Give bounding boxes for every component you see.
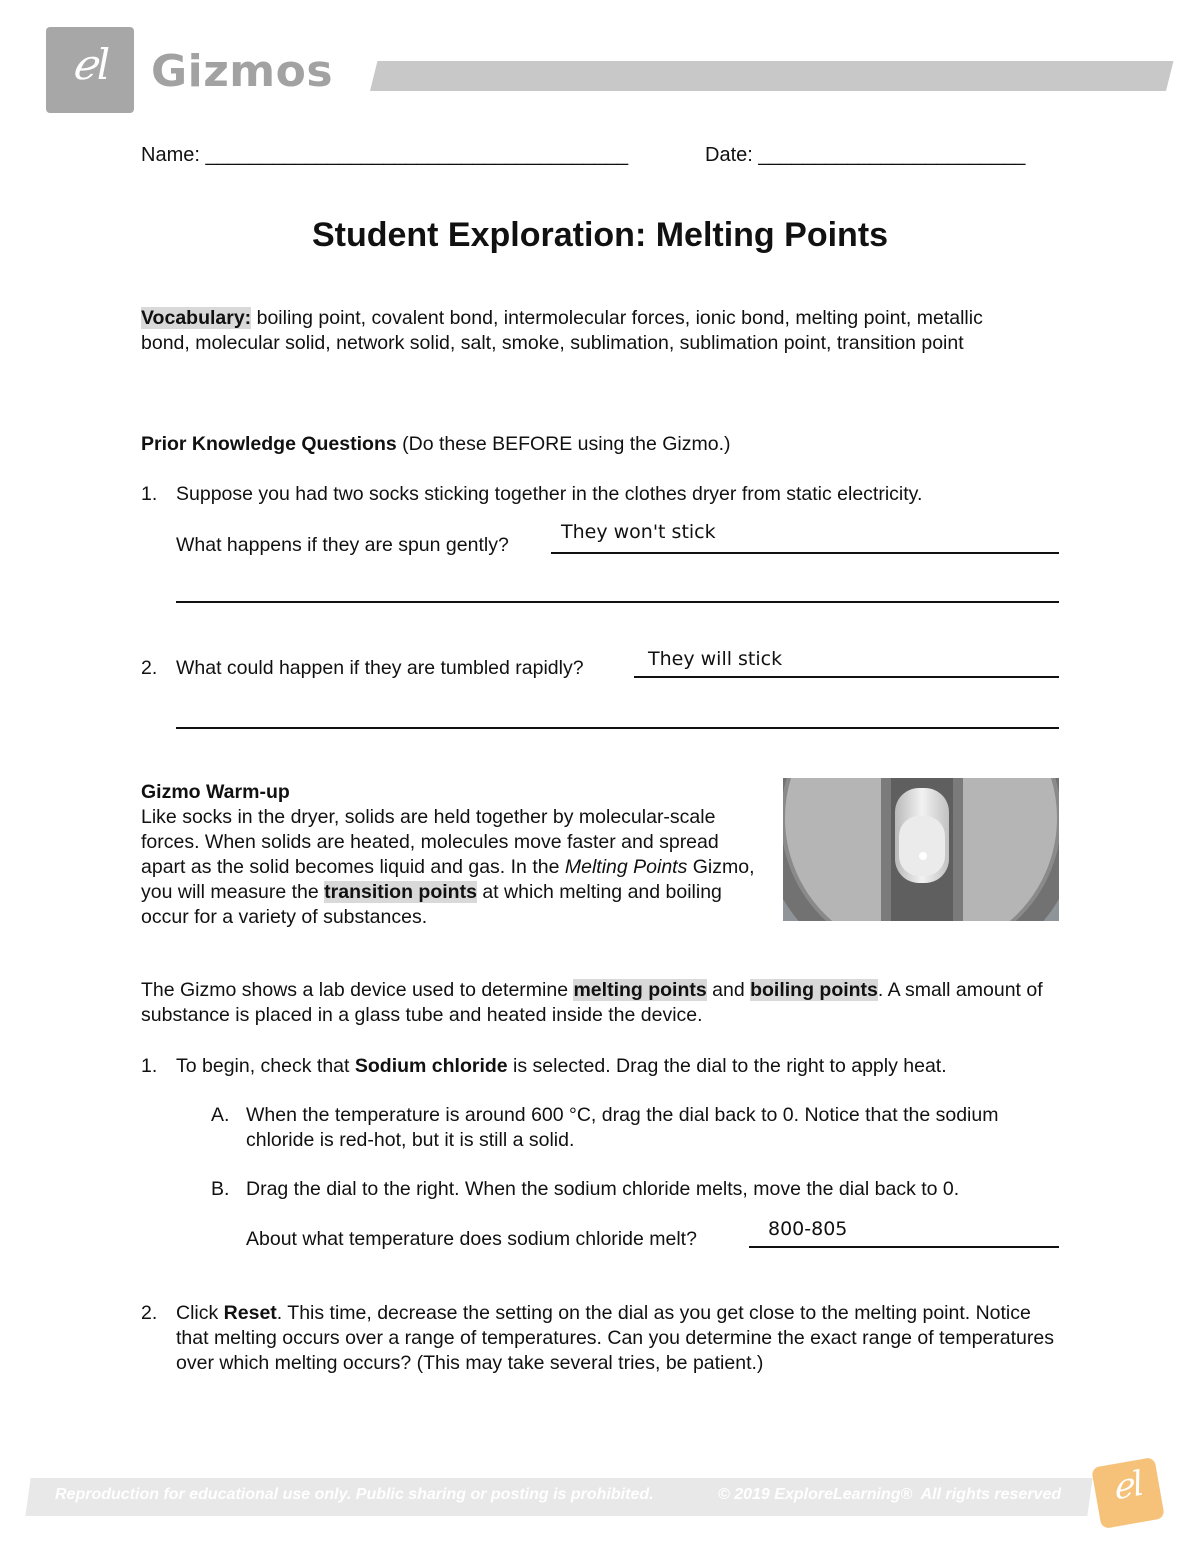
reset-term: Reset: [223, 1302, 277, 1324]
answer-2-text: They will stick: [648, 648, 783, 670]
gizmo-description-text-3: . A small amount of substance is placed in a glass tube and heated inside the device.: [141, 979, 1043, 1026]
warmup-heading: Gizmo Warm-up: [141, 781, 290, 803]
question-1-prompt: What happens if they are spun gently?: [176, 534, 509, 556]
vocabulary-terms: boiling point, covalent bond, intermolecular forces, ionic bond, melting point, metallic bond, molecular solid, network solid, salt, smoke, sublimation, sublimation point, transition point: [141, 307, 983, 354]
name-field[interactable]: Name: ______________________________________: [141, 144, 629, 166]
warmup-text-2: Gizmo, you will measure the: [141, 856, 755, 903]
step-1-number: 1.: [141, 1055, 158, 1077]
gizmos-logo-glyph: ℯl: [71, 40, 111, 89]
step-b-prompt: About what temperature does sodium chloride melt?: [246, 1228, 697, 1250]
gizmo-name: Melting Points: [564, 856, 688, 878]
step-2-text: [176, 1301, 1066, 1376]
step-2-number: 2.: [141, 1302, 158, 1324]
step-1-text-a: To begin, check that: [176, 1055, 355, 1077]
step-2-text-a: Click: [176, 1302, 224, 1324]
vocabulary-label: Vocabulary:: [141, 307, 252, 329]
question-2-number: 2.: [141, 657, 158, 679]
footer-logo-glyph: ℯl: [1109, 1463, 1147, 1509]
question-1-text: Suppose you had two socks sticking together in the clothes dryer from static electricity.: [176, 483, 923, 505]
footer-copyright: © 2019 ExploreLearning® All rights reserved: [718, 1486, 1062, 1503]
prior-knowledge-note: (Do these BEFORE using the Gizmo.): [396, 433, 731, 455]
question-2-prompt: What could happen if they are tumbled rapidly?: [176, 657, 584, 679]
gizmo-description-text-2: and: [706, 979, 751, 1001]
melting-point-apparatus-image: [783, 778, 1059, 921]
melting-points-term: melting points: [573, 979, 707, 1001]
step-1-text-b: is selected. Drag the dial to the right to apply heat.: [507, 1055, 947, 1077]
answer-1-extra-line[interactable]: [176, 601, 1059, 603]
answer-1-line[interactable]: [551, 552, 1059, 554]
warmup-text-3: at which melting and boiling occur for a variety of substances.: [141, 881, 722, 928]
sodium-chloride-term: Sodium chloride: [354, 1055, 508, 1077]
vocabulary-section: [141, 306, 1021, 356]
gizmo-description-text-1: The Gizmo shows a lab device used to determine: [141, 979, 574, 1001]
answer-2-extra-line[interactable]: [176, 727, 1059, 729]
date-field[interactable]: Date: ________________________: [705, 144, 1026, 166]
step-b-text: Drag the dial to the right. When the sodium chloride melts, move the dial back to 0.: [246, 1178, 960, 1200]
step-a-text: When the temperature is around 600 °C, drag the dial back to 0. Notice that the sodium chloride is red-hot, but it is still a solid.: [246, 1104, 999, 1151]
warmup-section: [141, 780, 766, 930]
answer-1-text: They won't stick: [561, 521, 716, 543]
answer-2-line[interactable]: [634, 676, 1059, 678]
warmup-paragraph: [141, 805, 766, 930]
page-title: Student Exploration: Melting Points: [311, 216, 889, 254]
prior-knowledge-heading: Prior Knowledge Questions: [141, 433, 397, 455]
transition-points-term: transition points: [324, 881, 477, 903]
apparatus-illustration: [783, 778, 1059, 921]
boiling-points-term: boiling points: [750, 979, 878, 1001]
footer-disclaimer: Reproduction for educational use only. Public sharing or posting is prohibited.: [55, 1486, 654, 1503]
step-1-text: [176, 1054, 1056, 1079]
step-2-text-b: . This time, decrease the setting on the dial as you get close to the melting point. Notice that melting occurs over a range of temperatures. Can you determine the exact range of temperatures over which melting occurs? (This may take several tries, be patient.): [176, 1302, 1054, 1374]
step-a-label: A.: [211, 1104, 230, 1126]
warmup-text-1: Like socks in the dryer, solids are held together by molecular-scale forces. When solids are heated, molecules move faster and spread apart as the solid becomes liquid and gas. In the: [141, 806, 719, 878]
prior-knowledge-heading-line: [141, 432, 731, 457]
gizmo-description: [141, 978, 1061, 1028]
answer-b-text: 800-805: [768, 1218, 848, 1240]
brand-name: Gizmos: [151, 46, 334, 97]
header-bar: [370, 61, 1173, 91]
question-1-number: 1.: [141, 483, 158, 505]
step-b-label: B.: [211, 1178, 230, 1200]
answer-b-line[interactable]: [749, 1246, 1059, 1248]
